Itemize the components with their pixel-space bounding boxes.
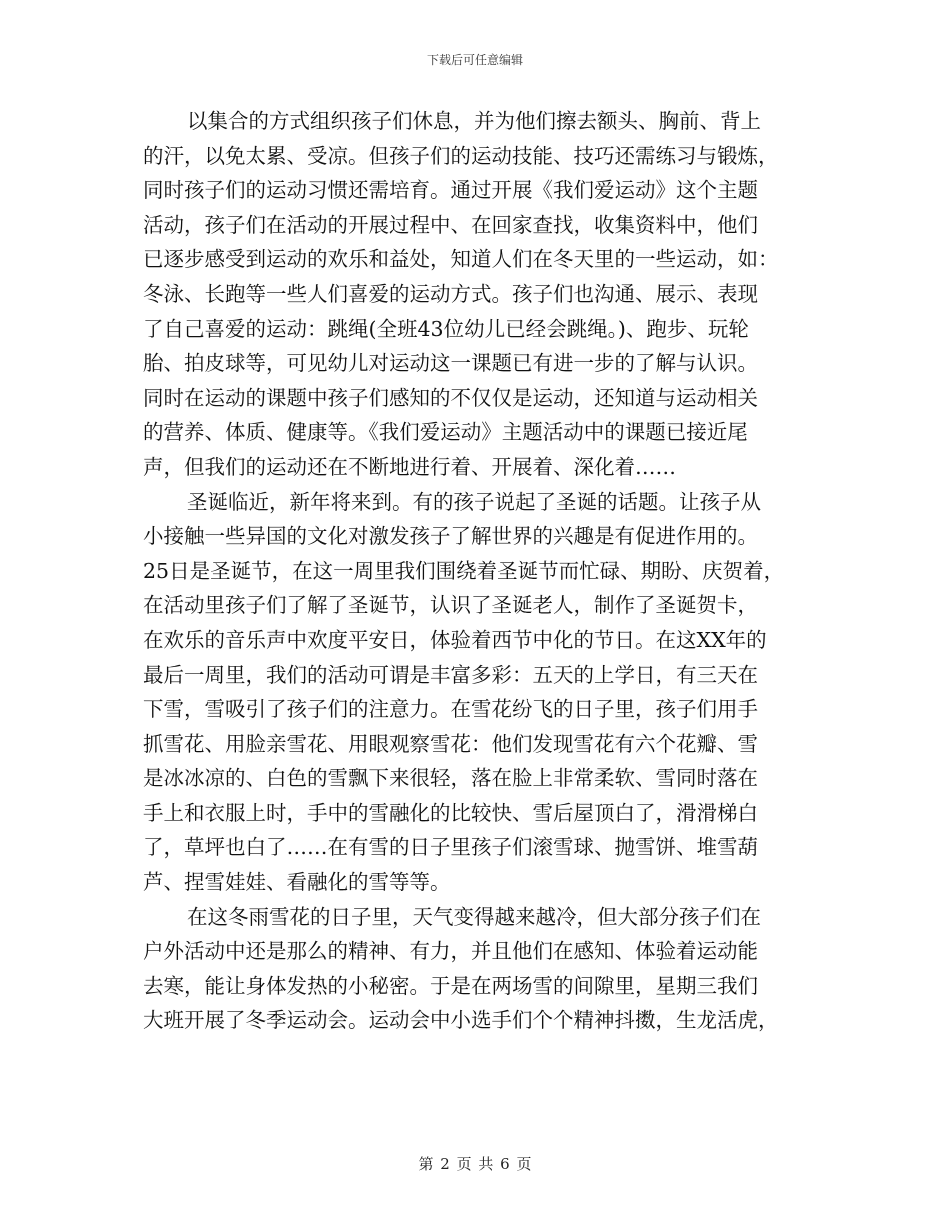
page-footer: 第 2 页 共 6 页: [418, 1155, 532, 1173]
document-body: [143, 104, 813, 1038]
text-line: 小接触一些异国的文化对激发孩子了解世界的兴趣是有促进作用的。: [143, 524, 758, 549]
text-line: 最后一周里，我们的活动可谓是丰富多彩：五天的上学日，有三天在: [143, 662, 758, 687]
text-line: 手上和衣服上时，手中的雪融化的比较快、雪后屋顶白了，滑滑梯白: [143, 800, 758, 825]
text-line: 在活动里孩子们了解了圣诞节，认识了圣诞老人，制作了圣诞贺卡，: [143, 593, 758, 618]
text-line: 圣诞临近，新年将来到。有的孩子说起了圣诞的话题。让孩子从: [187, 489, 761, 514]
text-line: 声，但我们的运动还在不断地进行着、开展着、深化着……: [143, 454, 676, 479]
text-line: 在欢乐的音乐声中欢度平安日，体验着西节中化的节日。在这XX年的: [143, 627, 767, 652]
text-line: 以集合的方式组织孩子们休息，并为他们擦去额头、胸前、背上: [187, 109, 761, 133]
text-line: 的营养、体质、健康等。《我们爱运动》主题活动中的课题已接近尾: [143, 420, 748, 445]
text-line: 冬泳、长跑等一些人们喜爱的运动方式。孩子们也沟通、展示、表现: [143, 281, 758, 306]
text-line: 同时在运动的课题中孩子们感知的不仅仅是运动，还知道与运动相关: [143, 385, 758, 410]
text-line: 同时孩子们的运动习惯还需培育。通过开展《我们爱运动》这个主题: [143, 178, 758, 203]
text-line: 已逐步感受到运动的欢乐和益处，知道人们在冬天里的一些运动，如：: [143, 247, 779, 272]
text-line: 25日是圣诞节，在这一周里我们围绕着圣诞节而忙碌、期盼、庆贺着，: [143, 558, 785, 583]
page-header: 下载后可任意编辑: [426, 53, 523, 67]
text-line: 胎、拍皮球等，可见幼儿对运动这一课题已有进一步的了解与认识。: [143, 351, 758, 376]
text-line: 下雪，雪吸引了孩子们的注意力。在雪花纷飞的日子里，孩子们用手: [143, 697, 758, 722]
text-line: 是冰冰凉的、白色的雪飘下来很轻，落在脸上非常柔软、雪同时落在: [143, 766, 758, 791]
text-line: 抓雪花、用脸亲雪花、用眼观察雪花：他们发现雪花有六个花瓣、雪: [143, 731, 758, 756]
text-line: 的汗，以免太累、受凉。但孩子们的运动技能、技巧还需练习与锻炼，: [143, 143, 779, 168]
text-line: 去寒，能让身体发热的小秘密。于是在两场雪的间隙里，星期三我们: [143, 973, 758, 998]
text-line: 大班开展了冬季运动会。运动会中小选手们个个精神抖擞，生龙活虎，: [143, 1008, 779, 1033]
text-line: 芦、捏雪娃娃、看融化的雪等等。: [143, 870, 451, 895]
text-line: 活动，孩子们在活动的开展过程中、在回家查找，收集资料中，他们: [143, 212, 758, 237]
text-line: 在这冬雨雪花的日子里，天气变得越来越冷，但大部分孩子们在: [187, 904, 761, 929]
text-line: 了自己喜爱的运动：跳绳(全班43位幼儿已经会跳绳。)、跑步、玩轮: [143, 316, 749, 341]
text-line: 户外活动中还是那么的精神、有力，并且他们在感知、体验着运动能: [143, 939, 758, 964]
text-line: 了，草坪也白了……在有雪的日子里孩子们滚雪球、抛雪饼、堆雪葫: [143, 835, 758, 860]
